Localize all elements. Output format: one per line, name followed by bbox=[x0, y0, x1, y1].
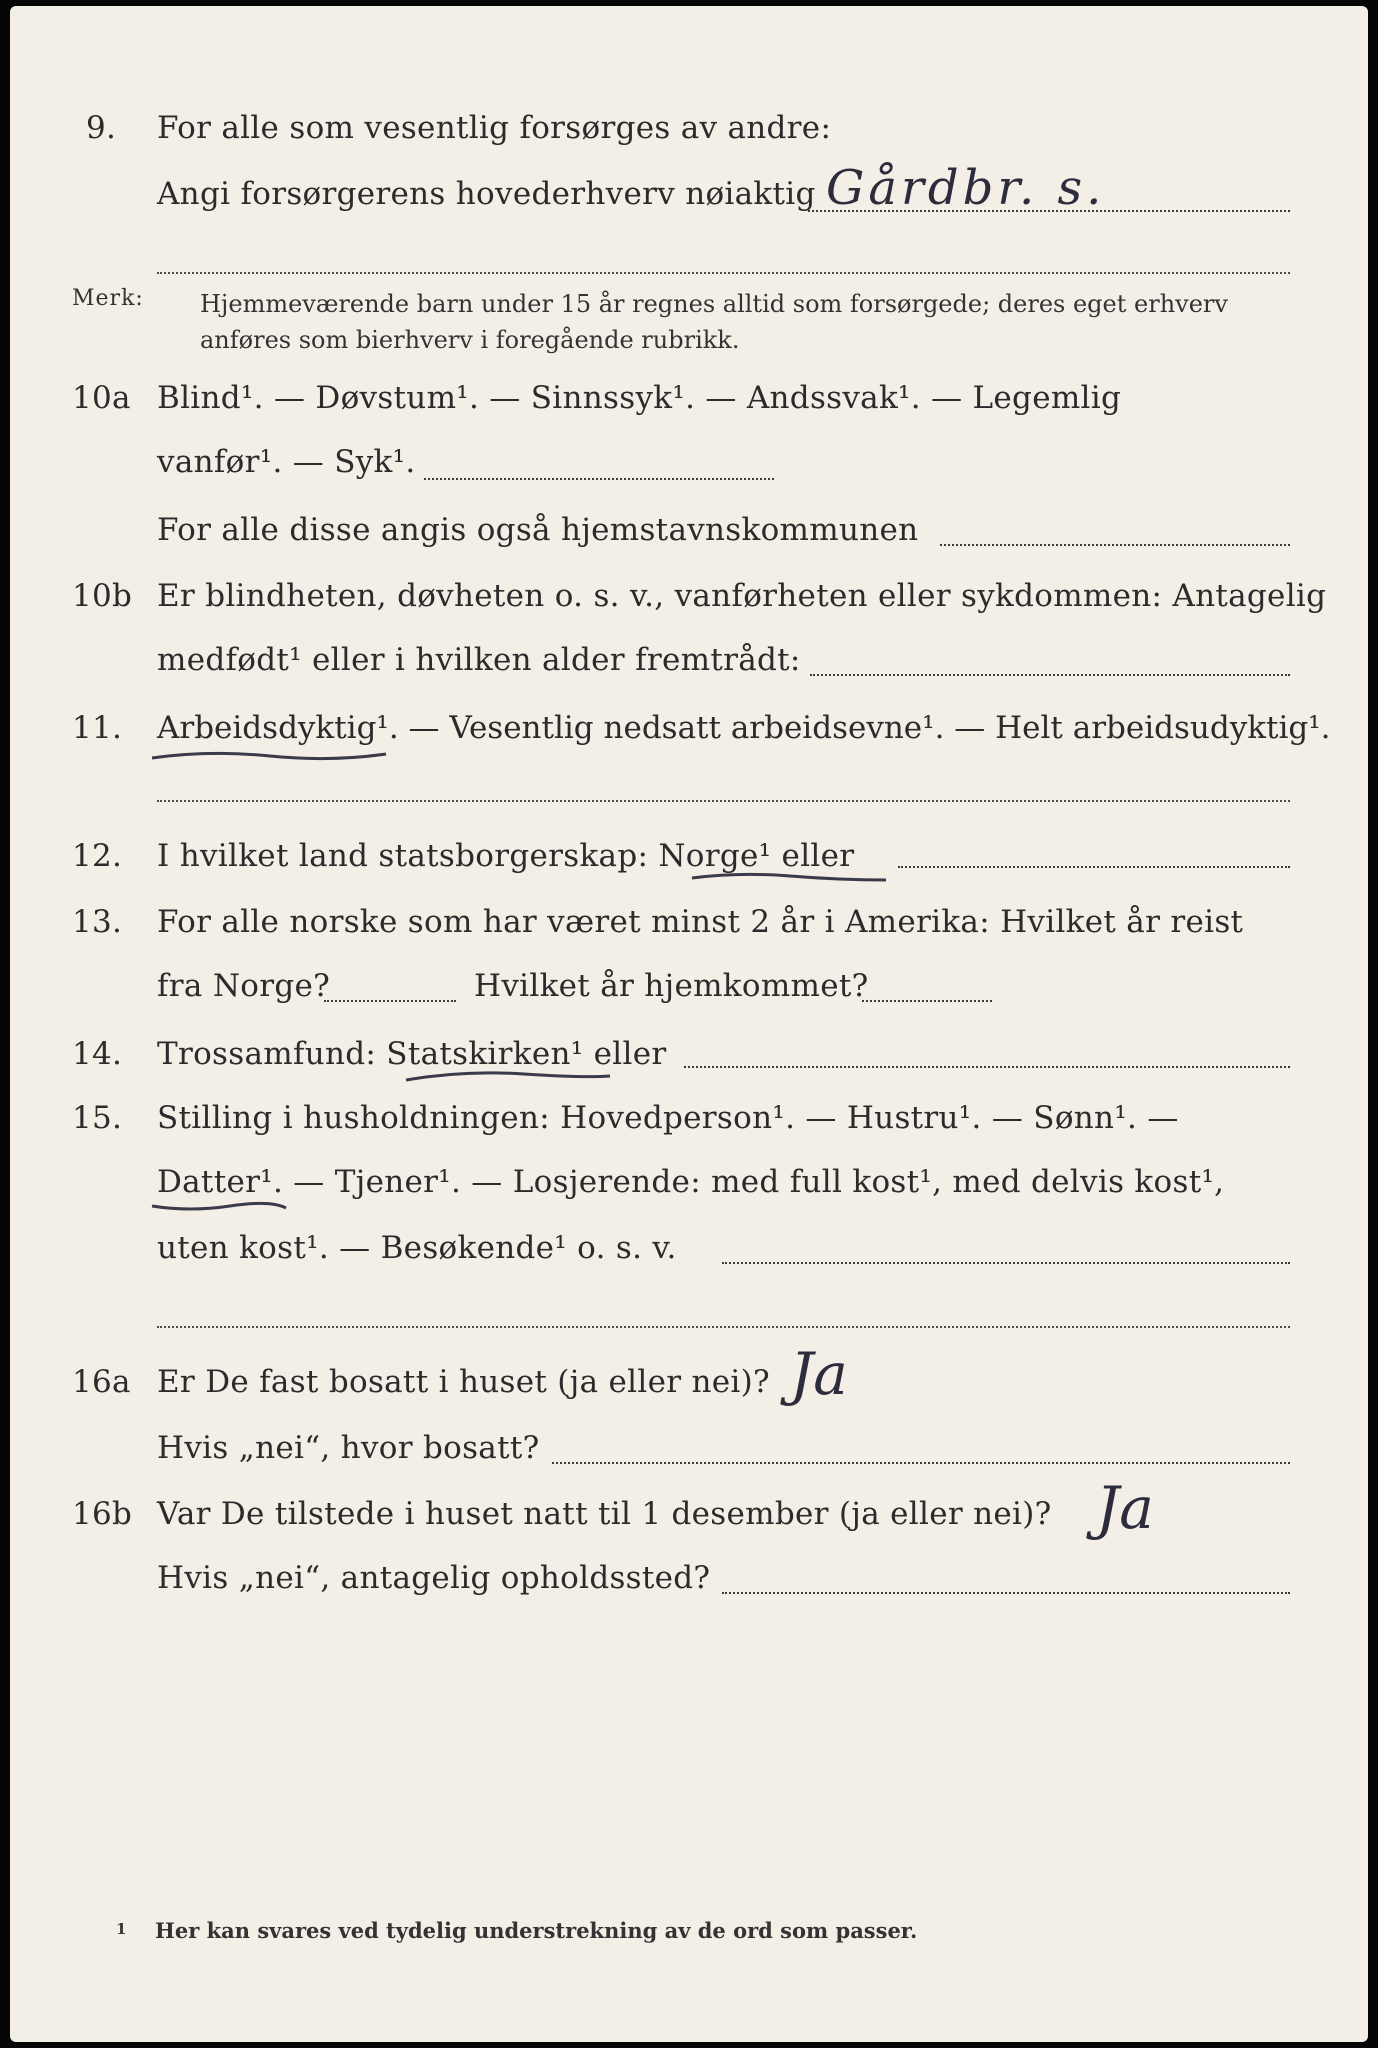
q10b-line1: Er blindheten, døvheten o. s. v., vanførheten eller sykdommen: Antagelig bbox=[157, 578, 1327, 614]
q10b-answer-line bbox=[810, 674, 1290, 676]
q10a-number: 10a bbox=[72, 380, 131, 416]
q10a-line3: For alle disse angis også hjemstavnskommunen bbox=[157, 512, 919, 548]
q16a-handwritten-answer: Ja bbox=[790, 1340, 848, 1408]
q16b-line2: Hvis „nei“, antagelig opholdssted? bbox=[157, 1560, 711, 1596]
q12-answer-line bbox=[898, 866, 1290, 868]
q13-hjemkommet-line bbox=[862, 1000, 992, 1002]
q14-text: Trossamfund: Statskirken¹ eller bbox=[157, 1036, 667, 1072]
q16a-line1: Er De fast bosatt i huset (ja eller nei)? bbox=[157, 1364, 770, 1400]
q12-number: 12. bbox=[72, 838, 123, 874]
q16b-handwritten-answer: Ja bbox=[1096, 1474, 1154, 1542]
q9-number: 9. bbox=[86, 110, 117, 146]
q15-line3: uten kost¹. — Besøkende¹ o. s. v. bbox=[157, 1230, 677, 1266]
q11-text: Arbeidsdyktig¹. — Vesentlig nedsatt arbeidsevne¹. — Helt arbeidsudyktig¹. bbox=[157, 710, 1331, 746]
q11-number: 11. bbox=[72, 710, 123, 746]
q9-extra-line bbox=[157, 272, 1290, 274]
q15-underline-mark bbox=[150, 1198, 290, 1218]
q10a-line1: Blind¹. — Døvstum¹. — Sinnssyk¹. — Andssvak¹. — Legemlig bbox=[157, 380, 1122, 416]
merk-label: Merk: bbox=[72, 286, 144, 311]
q15-line2: Datter¹. — Tjener¹. — Losjerende: med full kost¹, med delvis kost¹, bbox=[157, 1164, 1225, 1200]
q10b-line2: medfødt¹ eller i hvilken alder fremtrådt: bbox=[157, 642, 801, 678]
q16b-answer-line bbox=[722, 1592, 1290, 1594]
q13-line2b: Hvilket år hjemkommet? bbox=[474, 968, 869, 1004]
q11-extra-line bbox=[157, 800, 1290, 802]
q16a-number: 16a bbox=[72, 1364, 131, 1400]
q9-line1: For alle som vesentlig forsørges av andre: bbox=[157, 110, 832, 146]
q14-number: 14. bbox=[72, 1036, 123, 1072]
q9-handwritten-answer: Gårdbr. s. bbox=[826, 160, 1106, 216]
q10a-line2: vanfør¹. — Syk¹. bbox=[157, 444, 416, 480]
q14-underline-mark bbox=[404, 1066, 614, 1090]
q16a-line2: Hvis „nei“, hvor bosatt? bbox=[157, 1430, 540, 1466]
q10a-kommune-line bbox=[940, 544, 1290, 546]
q16b-number: 16b bbox=[72, 1496, 133, 1532]
merk-line1: Hjemmeværende barn under 15 år regnes alltid som forsørgede; deres eget erhverv bbox=[200, 290, 1228, 318]
q10b-number: 10b bbox=[72, 578, 133, 614]
q13-line1: For alle norske som har været minst 2 år i Amerika: Hvilket år reist bbox=[157, 904, 1244, 940]
q15-number: 15. bbox=[72, 1100, 123, 1136]
merk-line2: anføres som bierhverv i foregående rubrikk. bbox=[200, 326, 740, 354]
q13-number: 13. bbox=[72, 904, 123, 940]
q13-line2a: fra Norge? bbox=[157, 968, 331, 1004]
q13-reist-line bbox=[324, 1000, 456, 1002]
q14-answer-line bbox=[684, 1066, 1290, 1068]
footnote-mark: 1 bbox=[116, 1920, 127, 1938]
q9-line2: Angi forsørgerens hovederhverv nøiaktig bbox=[157, 176, 816, 212]
q15-answer-line bbox=[722, 1262, 1290, 1264]
q12-text: I hvilket land statsborgerskap: Norge¹ eller bbox=[157, 838, 855, 874]
q11-underline-mark bbox=[150, 748, 390, 768]
q15-extra-line bbox=[157, 1326, 1290, 1328]
footnote-text: Her kan svares ved tydelig understrekning av de ord som passer. bbox=[155, 1918, 918, 1943]
q12-underline-mark bbox=[690, 870, 890, 890]
q15-line1: Stilling i husholdningen: Hovedperson¹. — Hustru¹. — Sønn¹. — bbox=[157, 1100, 1179, 1136]
q16a-answer-line bbox=[552, 1462, 1290, 1464]
q10a-syk-line bbox=[424, 478, 774, 480]
q16b-line1: Var De tilstede i huset natt til 1 desember (ja eller nei)? bbox=[157, 1496, 1052, 1532]
